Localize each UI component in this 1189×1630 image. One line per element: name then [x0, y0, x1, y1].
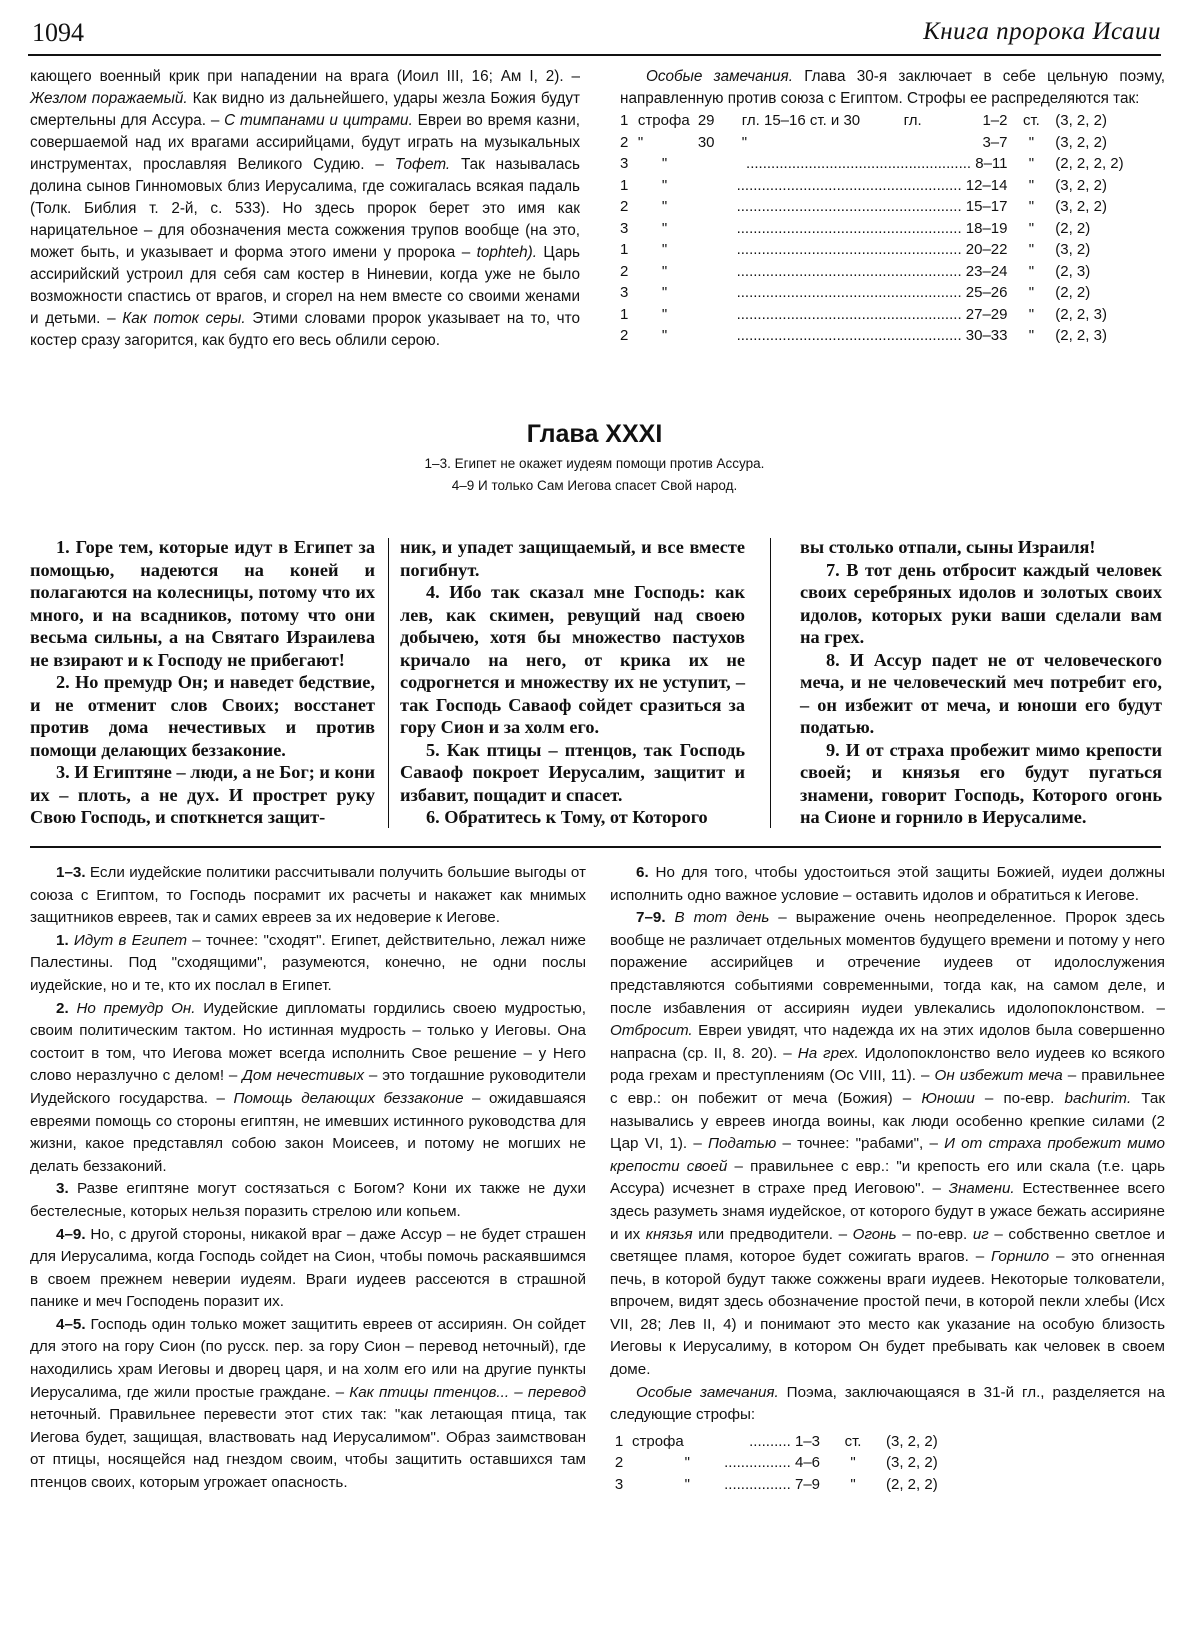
strophe-cell: 3: [620, 155, 629, 172]
strophe-cell: ...................................................... 12–14: [736, 176, 1008, 194]
strophe-cell: ст.: [1022, 112, 1040, 129]
strophe-cell: (2, 3): [1055, 262, 1091, 280]
strophe-cell: 2: [620, 327, 629, 344]
special-notes-ch30: [620, 66, 1165, 347]
column-divider: [388, 538, 389, 828]
commentary-paragraph: [610, 907, 1165, 1381]
strophe-cell: 1: [620, 241, 629, 258]
strophe-cell: строфа: [632, 1432, 684, 1450]
strophe-cell: 1: [620, 176, 629, 194]
strophe-cell: ": [661, 305, 668, 323]
commentary-text: Идут в Египет: [73, 931, 188, 949]
commentary-text: – точнее: "сходят". Египет, действительно, лежал ниже Палестины. Под "сходящими", разумеются, конечно, не одни послы иудейские, но и те, кто их послал в Египет.: [30, 931, 586, 994]
strophe-cell: строфа: [637, 112, 690, 129]
strophe-cell: ": [1028, 198, 1035, 215]
strophe-row: [620, 282, 1165, 304]
commentary-text: 4–9.: [56, 1225, 86, 1243]
bible-column-1: [30, 536, 375, 829]
strophe-row: [620, 239, 1165, 261]
strophe-cell: ................ 4–6: [724, 1454, 820, 1472]
commentary-text: Господь один только может защитить евреев от ассириян. Он сойдет для этого на гору Сион (по русск. пер. за гору Сион – перевод неточный), где находились храм Иеговы и дворец царя, и на холм его или на другие пункты Иерусалима, где жили простые граждане. –: [30, 1315, 586, 1401]
strophe-cell: ": [661, 155, 668, 172]
commentary-text: Он избежит меча: [934, 1067, 1063, 1085]
commentary-text: Евреи увидят, что надежда их на этих идолов была совершенно напрасна (ср. II, 8. 20). –: [610, 1022, 1165, 1062]
bible-verse: 8. И Ассур падет не от человеческого меча, и не человеческий меч потребит его, – он избежит от меча, и юноши его будут податью.: [800, 649, 1162, 737]
commentary-text: В тот день: [674, 909, 770, 927]
commentary-paragraph: [610, 862, 1165, 907]
bible-verse: ник, и упадет защищаемый, и все вместе погибнут.: [400, 537, 745, 580]
strophe-cell: ...................................................... 15–17: [736, 198, 1008, 215]
commentary-text: – это тогдашние руководители Иудейского государства. –: [30, 1067, 586, 1107]
strophe-row: [620, 175, 1165, 197]
strophe-cell: ": [850, 1454, 856, 1472]
bible-verse: 4. Ибо так сказал мне Господь: как лев, как скимен, ревущий над своею добычею, хотя бы множество пастухов кричало на него, от крика их не содрогнется и множеству их не уступит, – так Господь Саваоф сойдет сразиться за гору Сион и за холм его.: [400, 582, 745, 737]
strophe-cell: (2, 2): [1055, 219, 1091, 237]
commentary-text: Так назывались у евреев иногда воины, как люди особенно крепкие силами (2 Цар VI, 1). –: [610, 1089, 1165, 1153]
strophe-cell: (2, 2, 2): [886, 1475, 938, 1493]
bible-column-2: [400, 536, 745, 829]
strophe-cell: ...................................................... 8–11: [746, 155, 1008, 172]
strophe-cell: ": [684, 1454, 690, 1472]
commentary-text: Как птицы птенцов... – перевод: [349, 1383, 586, 1401]
strophe-cell: (3, 2, 2): [1055, 112, 1107, 129]
strophe-row: [606, 1452, 986, 1474]
chapter-summary-2: 4–9 И только Сам Иегова спасет Свой народ.: [451, 478, 738, 493]
strophe-cell: ": [661, 219, 668, 237]
strophe-table-ch31: [606, 1431, 986, 1496]
commentary-text: Помощь делающих беззаконие: [233, 1089, 464, 1107]
strophe-cell: ": [1028, 241, 1035, 258]
commentary-text: – правильнее с евр.: он побежит от меча (Божия) –: [610, 1067, 1166, 1107]
commentary-text: – это огненная печь, в которой будут также сожжены враги иудеев. Некоторые толкователи, впрочем, видят здесь обозначение простой печи, в которой пекли хлебы (Исх VII, 28; Лев II, 4) и понимают это место как указание на особую близость Иеговы к Иерусалиму, в котором Он будет пребывать как человек в своем доме.: [610, 1248, 1165, 1379]
special-notes-intro: [620, 66, 1165, 110]
strophe-cell: ...................................................... 27–29: [736, 305, 1008, 323]
strophe-row: [606, 1431, 986, 1453]
strophe-cell: 1–2: [982, 112, 1008, 129]
commentary-text: Особые замечания.: [636, 1383, 779, 1401]
commentary-text: – точнее: "рабами", –: [776, 1135, 945, 1153]
strophe-cell: ": [1028, 262, 1035, 280]
strophe-cell: ": [1028, 305, 1035, 323]
strophe-row: [620, 304, 1165, 326]
note-text: tophteh).: [476, 244, 537, 261]
commentary-paragraph: [610, 1382, 1165, 1427]
bible-verse: 1. Горе тем, которые идут в Египет за помощью, надеются на коней и полагаются на колесницы, потому что их много, и на всадников, потому что они весьма сильны, а на Святаго Израилева не взирают и к Господу не прибегают!: [30, 537, 375, 670]
running-title: Книга пророка Исаии: [923, 18, 1161, 45]
strophe-row: [620, 153, 1165, 175]
commentary-right-column: [610, 862, 1165, 1495]
strophe-cell: ...................................................... 20–22: [736, 241, 1008, 258]
commentary-text: Огонь: [852, 1225, 897, 1243]
commentary-text: 2.: [56, 999, 69, 1017]
commentary-text: 1.: [56, 931, 69, 949]
commentary-text: bachurim.: [1064, 1089, 1132, 1107]
strophe-cell: (3, 2, 2): [1055, 198, 1107, 215]
chapter-summary-1: 1–3. Египет не окажет иудеям помощи против Ассура.: [424, 456, 765, 471]
commentary-text: Дом нечестивых: [242, 1067, 365, 1085]
note-text: Жезлом поражаемый.: [30, 90, 188, 107]
strophe-cell: ": [1028, 133, 1035, 151]
bible-column-3: [800, 536, 1162, 829]
strophe-cell: ": [637, 133, 644, 151]
commentary-text: Но премудр Он.: [76, 999, 196, 1017]
note-text: Глава 30-я заключает в себе цельную поэму, направленную против союза с Египтом. Строфы ее распределяются так:: [620, 68, 1165, 107]
strophe-cell: (3, 2, 2): [886, 1432, 938, 1450]
bible-verse: 6. Обратитесь к Тому, от Которого: [426, 807, 708, 827]
strophe-cell: ...................................................... 18–19: [736, 219, 1008, 237]
page-number: 1094: [32, 18, 84, 47]
strophe-cell: (3, 2): [1055, 241, 1091, 258]
strophe-cell: (2, 2, 3): [1055, 327, 1107, 344]
strophe-row: [620, 325, 1165, 347]
commentary-paragraph: [30, 1314, 586, 1495]
commentary-text: – правильнее с евр.: "и крепость его или скала (т.е. царь Ассура) исчезнет в страхе пред Иеговою". –: [610, 1157, 1165, 1198]
strophe-cell: 2: [620, 262, 629, 280]
commentary-text: Поэма, заключающаяся в 31-й гл., разделяется на следующие строфы:: [610, 1383, 1166, 1424]
commentary-text: – по-евр.: [974, 1089, 1065, 1107]
strophe-cell: 3: [614, 1475, 624, 1493]
strophe-row: [606, 1474, 986, 1496]
note-text: С тимпанами и цитрами.: [224, 112, 413, 129]
commentary-text: – ожидавшаяся евреями помощь со стороны египтян, не имевших истинного руководства для жизни, какое представлял собою закон Моисеев, и потому не могших не делать беззаконий.: [30, 1089, 586, 1175]
commentary-text: Отбросит.: [610, 1022, 693, 1040]
chapter-title: Глава XXXI: [526, 420, 663, 448]
commentary-text: Податью: [707, 1135, 777, 1153]
section-divider: [30, 846, 1161, 848]
commentary-paragraph: [30, 862, 586, 930]
commentary-text: неточный. Правильнее перевести этот стих так: "как летающая птица, так Иегова будет, защищая, властвовать над Иерусалимом". Образ заимствован от птицы, носящейся над гнездом своим, чтобы защитить оставшихся там птенцов своих, которым угрожает опасность.: [30, 1406, 586, 1492]
commentary-text: 1–3.: [56, 864, 86, 881]
strophe-cell: ": [661, 284, 668, 301]
commentary-left-column: [30, 862, 586, 1495]
strophe-cell: 3: [620, 219, 629, 237]
bible-verse: 7. В тот день отбросит каждый человек своих серебряных идолов и золотых своих идолов, которых руки ваши сделали вам на грех.: [800, 559, 1162, 647]
commentary-text: Иудейские дипломаты гордились своею мудростью, своим политическим тактом. Но истинная мудрость – только у Иеговы. Она состоит в том, что Иегова может всегда исполнить Свое решение – у Него слово неразлучно с делом! –: [30, 999, 586, 1085]
commentary-text: 4–5.: [56, 1315, 86, 1333]
strophe-cell: ": [661, 198, 668, 215]
note-text: Этими словами пророк указывает на то, что костер сразу загорится, как будто его весь облили серою.: [30, 310, 580, 349]
strophe-cell: ст.: [844, 1432, 862, 1450]
commentary-text: На грех.: [797, 1044, 859, 1062]
commentary-text: – по-евр.: [896, 1225, 973, 1243]
note-text: Царь ассирийский устроил для себя сам костер в Ниневии, когда уже не было возможности спастись от врагов, и сгорел на нем вместе со своими женами и детьми. –: [30, 244, 581, 327]
commentary-text: Разве египтяне могут состязаться с Богом? Кони их также не духи бестелесные, которых нельзя поразить стрелою или копьем.: [30, 1180, 586, 1220]
strophe-cell: ...................................................... 23–24: [736, 262, 1008, 280]
commentary-text: князья: [645, 1225, 693, 1243]
strophe-cell: (3, 2, 2): [1055, 133, 1107, 151]
commentary-text: или предводители. –: [692, 1225, 853, 1243]
commentary-text: – выражение очень неопределенное. Пророк здесь вообще не различает отдельных моментов будущего времени и потому у него поражение ассирийцев и отречение иудеев от идолослужения представляются событиями современными, тогда как, на самом деле, и после избавления от ассириян иудеи увлекались идолопоклонством. –: [610, 909, 1165, 1017]
strophe-row: [620, 218, 1165, 240]
strophe-cell: 3–7: [982, 133, 1008, 151]
strophe-cell: ...................................................... 30–33: [736, 327, 1008, 344]
strophe-cell: ": [1028, 219, 1035, 237]
strophe-cell: ...................................................... 25–26: [736, 284, 1008, 301]
commentary-text: – собственно светлое и светящее пламя, которое будет сожигать врагов. –: [610, 1225, 1165, 1266]
strophe-cell: 2: [620, 198, 629, 215]
commentary-text: 6.: [636, 864, 649, 881]
note-text: Как видно из дальнейшего, удары жезла Божия будут смертельны для Ассура. –: [30, 90, 580, 129]
bible-verse: 9. И от страха пробежит мимо крепости своей; и князья его будут пугаться знамени, говорит Господь, Которого огонь на Сионе и горнило в Иерусалиме.: [800, 739, 1162, 827]
note-text: Тофет.: [394, 156, 451, 173]
strophe-cell: 1: [620, 112, 629, 129]
strophe-row: [620, 196, 1165, 218]
commentary-text: 7–9.: [636, 909, 666, 927]
strophe-row: [620, 261, 1165, 283]
strophe-cell: (2, 2, 3): [1055, 305, 1107, 323]
strophe-table-ch30: [620, 110, 1165, 347]
commentary-paragraph: [30, 930, 586, 998]
commentary-text: иг: [972, 1225, 989, 1243]
commentary-paragraph: [30, 1224, 586, 1314]
top-note-continuation: [30, 66, 580, 352]
strophe-cell: 29: [697, 112, 715, 129]
strophe-cell: ": [850, 1475, 856, 1493]
page-header: [28, 14, 1161, 56]
strophe-cell: (3, 2, 2): [1055, 176, 1107, 194]
strophe-cell: ": [684, 1475, 690, 1493]
commentary-text: Горнило: [991, 1248, 1050, 1266]
note-text: Особые замечания.: [646, 68, 793, 85]
note-text: кающего военный крик при нападении на врага (Иоил III, 16; Ам I, 2). –: [30, 68, 580, 85]
commentary-text: 3.: [56, 1180, 69, 1198]
note-text: Евреи во время казни, совершаемой над их врагами ассирийцами, будут играть на музыкальных инструментах, прославляя Великого Судию. –: [30, 112, 580, 173]
strophe-cell: ": [1028, 284, 1035, 301]
commentary-text: И от страха пробежит мимо крепости своей: [610, 1135, 1165, 1175]
strophe-cell: .......... 1–3: [749, 1432, 820, 1450]
strophe-cell: ": [661, 176, 668, 194]
strophe-cell: ................ 7–9: [724, 1475, 820, 1493]
strophe-cell: ": [661, 262, 668, 280]
note-text: Как поток серы.: [122, 310, 246, 327]
strophe-row: [620, 110, 1165, 132]
commentary-text: Но, с другой стороны, никакой враг – даже Ассур – не будет страшен для Иерусалима, когда Господь сойдет на Сион, чтобы помочь раскаявшимся в своем прежнем неверии иудеям. Враги иудеев рассеются в страшной панике и меч Господень поразит их.: [30, 1225, 586, 1311]
strophe-cell: 3: [620, 284, 629, 301]
strophe-cell: ": [1028, 176, 1035, 194]
strophe-cell: 2: [614, 1454, 624, 1472]
commentary-paragraph: [30, 998, 586, 1179]
strophe-cell: (2, 2): [1055, 284, 1091, 301]
commentary-text: Если иудейские политики рассчитывали получить большие выгоды от союза с Египтом, то Господь посрамит их расчеты и накажет как мнимых защитников евреев, так и самих евреев за их недоверие к Иегове.: [30, 864, 586, 927]
strophe-cell: 1: [614, 1432, 624, 1450]
strophe-cell: гл. 15–16 ст. и 30: [741, 112, 861, 129]
bible-verse: 5. Как птицы – птенцов, так Господь Саваоф покроет Иерусалим, защитит и избавит, пощадит и спасет.: [400, 739, 745, 805]
bible-verse: вы столько отпали, сыны Израиля!: [800, 537, 1096, 557]
strophe-cell: 1: [620, 305, 629, 323]
commentary-text: Знамени.: [948, 1180, 1015, 1198]
column-divider: [770, 538, 771, 828]
bible-verse: 2. Но премудр Он; и наведет бедствие, и не отменит слов Своих; восстанет против дома нечестивых и против помощи делающих беззаконие.: [30, 672, 375, 760]
strophe-cell: ": [661, 241, 668, 258]
top-note-paragraph: [30, 66, 580, 352]
strophe-cell: 30: [697, 133, 715, 151]
strophe-cell: ": [741, 133, 748, 151]
strophe-cell: (2, 2, 2, 2): [1055, 155, 1124, 172]
commentary-text: Но для того, чтобы удостоиться этой защиты Божией, иудеи должны исполнить одно важное условие – оставить идолов и обратиться к Иегове.: [610, 864, 1165, 904]
bible-verse: 3. И Египтяне – люди, а не Бог; и кони их – плоть, а не дух. И прострет руку Свою Господь, и споткнется защит-: [30, 762, 376, 827]
commentary-paragraph: [30, 1178, 586, 1223]
strophe-cell: ": [661, 327, 668, 344]
strophe-cell: [904, 132, 960, 154]
strophe-cell: гл.: [903, 112, 922, 129]
strophe-row: [620, 132, 1165, 154]
commentary-text: Идолопоклонство вело иудеев ко всякого рода грехам и преступлениям (Ос VIII, 11). –: [610, 1044, 1165, 1085]
commentary-text: Юноши: [921, 1089, 975, 1107]
strophe-cell: (3, 2, 2): [886, 1454, 938, 1472]
commentary-text: Естественнее всего здесь разуметь знамя иудейское, от которого будут в ужасе бежать ассирияне и их: [610, 1180, 1165, 1243]
strophe-cell: ": [1028, 155, 1035, 172]
note-text: Так называлась долина сынов Гинномовых близ Иерусалима, где сожигалась всякая падаль (Толк. Библия т. 2-й, с. 533). Но здесь пророк берет это имя как нарицательное – для обозначения места сожжения трупов вообще (на это, может быть, и указывает и форма этого имени у пророка –: [30, 156, 580, 261]
strophe-cell: 2: [620, 133, 629, 151]
strophe-cell: ": [1028, 327, 1035, 344]
commentary-text: [666, 909, 675, 926]
